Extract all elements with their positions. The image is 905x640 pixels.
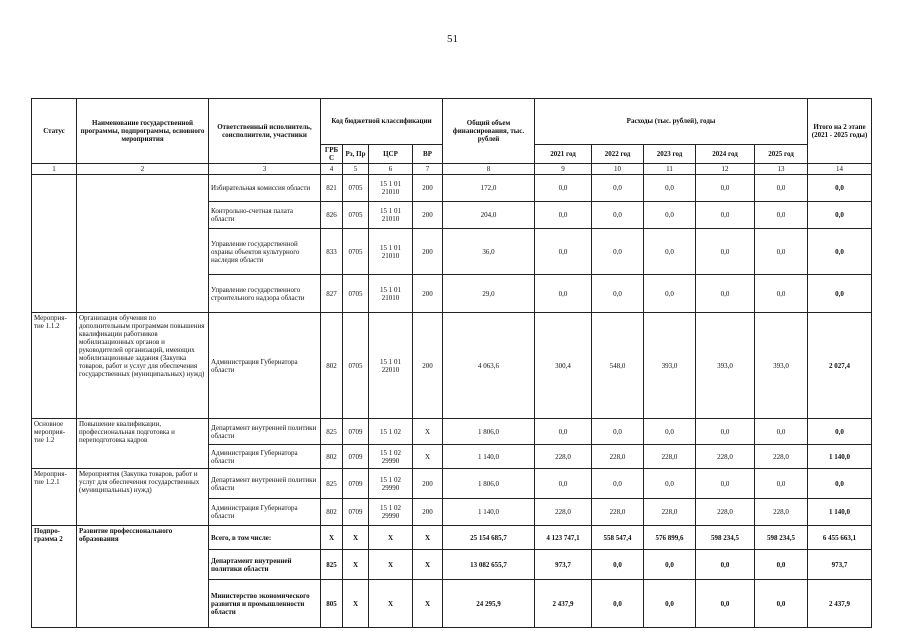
year-2021-cell: 0,0 — [535, 229, 592, 275]
csr-cell: Х — [369, 580, 413, 628]
grbs-cell: 805 — [321, 580, 343, 628]
year-2025-cell: 228,0 — [755, 499, 808, 526]
table-row — [32, 526, 872, 550]
column-number: 6 — [369, 164, 413, 175]
total-cell: 4 063,6 — [443, 313, 535, 419]
csr-cell: 15 1 02 29990 — [369, 469, 413, 499]
year-2025-cell: 0,0 — [755, 229, 808, 275]
year-2025-cell: 0,0 — [755, 580, 808, 628]
itogo-cell: 973,7 — [808, 550, 872, 580]
year-2023-cell: 0,0 — [644, 550, 696, 580]
year-2024-cell: 0,0 — [696, 275, 755, 313]
vr-cell: Х — [413, 550, 443, 580]
year-2021-cell: 228,0 — [535, 445, 592, 469]
year-2023-cell: 0,0 — [644, 580, 696, 628]
year-2025-cell: 0,0 — [755, 550, 808, 580]
column-number: 9 — [535, 164, 592, 175]
year-2024-cell: 228,0 — [696, 445, 755, 469]
itogo-cell: 2 437,9 — [808, 580, 872, 628]
year-2024-cell: 0,0 — [696, 550, 755, 580]
table-row — [32, 419, 872, 445]
year-2022-cell: 228,0 — [592, 445, 644, 469]
table-row — [32, 313, 872, 419]
year-2022-cell: 0,0 — [592, 202, 644, 229]
vr-cell: Х — [413, 526, 443, 550]
csr-cell: 15 1 01 22010 — [369, 313, 413, 419]
vr-cell: 200 — [413, 469, 443, 499]
year-2022-cell: 0,0 — [592, 275, 644, 313]
header-2025: 2025 год — [755, 145, 808, 164]
csr-cell: Х — [369, 550, 413, 580]
header-budget-code: Код бюджетной классификации — [321, 99, 443, 145]
column-number: 11 — [644, 164, 696, 175]
status-cell: Основное мероприя-тие 1.2 — [32, 419, 77, 469]
grbs-cell: 825 — [321, 550, 343, 580]
grbs-cell: 802 — [321, 445, 343, 469]
year-2024-cell: 0,0 — [696, 229, 755, 275]
itogo-cell: 1 140,0 — [808, 445, 872, 469]
csr-cell: 15 1 01 21010 — [369, 275, 413, 313]
year-2021-cell: 228,0 — [535, 499, 592, 526]
year-2025-cell: 0,0 — [755, 175, 808, 202]
header-program: Наименование государственной программы, подпрограммы, основного мероприятия — [77, 99, 209, 164]
column-number: 2 — [77, 164, 209, 175]
total-cell: 13 082 655,7 — [443, 550, 535, 580]
year-2021-cell: 0,0 — [535, 469, 592, 499]
year-2021-cell: 0,0 — [535, 275, 592, 313]
csr-cell: 15 1 01 21010 — [369, 175, 413, 202]
total-cell: 24 295,9 — [443, 580, 535, 628]
rzpr-cell: 0705 — [343, 175, 369, 202]
year-2025-cell: 0,0 — [755, 419, 808, 445]
executor-cell: Администрация Губернатора области — [209, 499, 321, 526]
year-2024-cell: 0,0 — [696, 419, 755, 445]
year-2022-cell: 0,0 — [592, 175, 644, 202]
year-2025-cell: 598 234,5 — [755, 526, 808, 550]
total-cell: 204,0 — [443, 202, 535, 229]
executor-cell: Администрация Губернатора области — [209, 445, 321, 469]
grbs-cell: 802 — [321, 499, 343, 526]
csr-cell: 15 1 01 21010 — [369, 229, 413, 275]
year-2023-cell: 576 899,6 — [644, 526, 696, 550]
rzpr-cell: Х — [343, 550, 369, 580]
year-2025-cell: 0,0 — [755, 469, 808, 499]
grbs-cell: Х — [321, 526, 343, 550]
column-number: 3 — [209, 164, 321, 175]
header-csr: ЦСР — [369, 145, 413, 164]
csr-cell: 15 1 02 29990 — [369, 445, 413, 469]
year-2023-cell: 0,0 — [644, 175, 696, 202]
vr-cell: 200 — [413, 229, 443, 275]
grbs-cell: 827 — [321, 275, 343, 313]
year-2022-cell: 0,0 — [592, 229, 644, 275]
year-2025-cell: 228,0 — [755, 445, 808, 469]
rzpr-cell: 0705 — [343, 202, 369, 229]
executor-cell: Администрация Губернатора области — [209, 313, 321, 419]
page-number: 51 — [447, 33, 458, 45]
program-cell: Мероприятия (Закупка товаров, работ и услуг для обеспечения государственных (муниципальных) нужд) — [77, 469, 209, 526]
year-2023-cell: 393,0 — [644, 313, 696, 419]
year-2025-cell: 393,0 — [755, 313, 808, 419]
header-2023: 2023 год — [644, 145, 696, 164]
year-2023-cell: 0,0 — [644, 275, 696, 313]
column-number: 10 — [592, 164, 644, 175]
year-2024-cell: 0,0 — [696, 469, 755, 499]
total-cell: 1 806,0 — [443, 419, 535, 445]
year-2022-cell: 548,0 — [592, 313, 644, 419]
itogo-cell: 0,0 — [808, 229, 872, 275]
executor-cell: Контрольно-счетная палата области — [209, 202, 321, 229]
rzpr-cell: 0705 — [343, 313, 369, 419]
year-2021-cell: 0,0 — [535, 202, 592, 229]
rzpr-cell: 0709 — [343, 419, 369, 445]
column-number: 14 — [808, 164, 872, 175]
grbs-cell: 825 — [321, 419, 343, 445]
itogo-cell: 0,0 — [808, 175, 872, 202]
header-expenses: Расходы (тыс. рублей), годы — [535, 99, 808, 145]
budget-table — [31, 98, 872, 628]
vr-cell: 200 — [413, 275, 443, 313]
rzpr-cell: 0705 — [343, 275, 369, 313]
header-2021: 2021 год — [535, 145, 592, 164]
vr-cell: Х — [413, 580, 443, 628]
itogo-cell: 0,0 — [808, 202, 872, 229]
year-2024-cell: 598 234,5 — [696, 526, 755, 550]
header-vr: ВР — [413, 145, 443, 164]
header-2024: 2024 год — [696, 145, 755, 164]
year-2021-cell: 4 123 747,1 — [535, 526, 592, 550]
total-cell: 36,0 — [443, 229, 535, 275]
status-cell — [32, 175, 77, 313]
total-cell: 29,0 — [443, 275, 535, 313]
itogo-cell: 0,0 — [808, 419, 872, 445]
vr-cell: 200 — [413, 499, 443, 526]
executor-cell: Избирательная комиссия области — [209, 175, 321, 202]
status-cell: Мероприя-тие 1.1.2 — [32, 313, 77, 419]
year-2024-cell: 228,0 — [696, 499, 755, 526]
column-number: 4 — [321, 164, 343, 175]
total-cell: 25 154 685,7 — [443, 526, 535, 550]
grbs-cell: 821 — [321, 175, 343, 202]
year-2021-cell: 0,0 — [535, 175, 592, 202]
year-2023-cell: 0,0 — [644, 229, 696, 275]
year-2024-cell: 393,0 — [696, 313, 755, 419]
grbs-cell: 802 — [321, 313, 343, 419]
year-2023-cell: 0,0 — [644, 469, 696, 499]
vr-cell: 200 — [413, 175, 443, 202]
rzpr-cell: 0709 — [343, 469, 369, 499]
rzpr-cell: Х — [343, 526, 369, 550]
executor-cell: Департамент внутренней политики области — [209, 550, 321, 580]
year-2023-cell: 228,0 — [644, 499, 696, 526]
table-row — [32, 469, 872, 499]
vr-cell: 200 — [413, 313, 443, 419]
total-cell: 1 140,0 — [443, 499, 535, 526]
vr-cell: Х — [413, 445, 443, 469]
executor-cell: Управление государственного строительного надзора области — [209, 275, 321, 313]
csr-cell: 15 1 01 21010 — [369, 202, 413, 229]
header-2022: 2022 год — [592, 145, 644, 164]
executor-cell: Департамент внутренней политики области — [209, 419, 321, 445]
grbs-cell: 826 — [321, 202, 343, 229]
column-number: 13 — [755, 164, 808, 175]
program-cell — [77, 175, 209, 313]
year-2022-cell: 0,0 — [592, 580, 644, 628]
header-executor: Ответственный исполнитель, соисполнители, участники — [209, 99, 321, 164]
executor-cell: Министерство экономического развития и промышленности области — [209, 580, 321, 628]
grbs-cell: 825 — [321, 469, 343, 499]
year-2025-cell: 0,0 — [755, 275, 808, 313]
executor-cell: Управление государственной охраны объектов культурного наследия области — [209, 229, 321, 275]
rzpr-cell: 0705 — [343, 229, 369, 275]
year-2021-cell: 300,4 — [535, 313, 592, 419]
column-number: 7 — [413, 164, 443, 175]
header-status: Статус — [32, 99, 77, 164]
itogo-cell: 0,0 — [808, 275, 872, 313]
year-2022-cell: 0,0 — [592, 550, 644, 580]
year-2025-cell: 0,0 — [755, 202, 808, 229]
itogo-cell: 0,0 — [808, 469, 872, 499]
csr-cell: 15 1 02 — [369, 419, 413, 445]
csr-cell: Х — [369, 526, 413, 550]
year-2022-cell: 558 547,4 — [592, 526, 644, 550]
program-cell: Развитие профессионального образования — [77, 526, 209, 628]
year-2024-cell: 0,0 — [696, 175, 755, 202]
table-row — [32, 175, 872, 202]
year-2023-cell: 0,0 — [644, 202, 696, 229]
column-number: 5 — [343, 164, 369, 175]
itogo-cell: 6 455 663,1 — [808, 526, 872, 550]
total-cell: 1 806,0 — [443, 469, 535, 499]
header-total: Общий объем финансирования, тыс. рублей — [443, 99, 535, 164]
year-2021-cell: 2 437,9 — [535, 580, 592, 628]
header-rzpr: Рз, Пр — [343, 145, 369, 164]
year-2023-cell: 0,0 — [644, 419, 696, 445]
total-cell: 1 140,0 — [443, 445, 535, 469]
program-cell: Повышение квалификации, профессиональная подготовка и переподготовка кадров — [77, 419, 209, 469]
column-number: 8 — [443, 164, 535, 175]
year-2022-cell: 0,0 — [592, 419, 644, 445]
year-2023-cell: 228,0 — [644, 445, 696, 469]
executor-cell: Всего, в том числе: — [209, 526, 321, 550]
status-cell: Подпро-грамма 2 — [32, 526, 77, 628]
csr-cell: 15 1 02 29990 — [369, 499, 413, 526]
year-2024-cell: 0,0 — [696, 580, 755, 628]
vr-cell: Х — [413, 419, 443, 445]
itogo-cell: 1 140,0 — [808, 499, 872, 526]
vr-cell: 200 — [413, 202, 443, 229]
grbs-cell: 833 — [321, 229, 343, 275]
itogo-cell: 2 027,4 — [808, 313, 872, 419]
header-itogo: Итого на 2 этапе (2021 - 2025 годы) — [808, 99, 872, 164]
rzpr-cell: 0709 — [343, 499, 369, 526]
header-grbs: ГРБС — [321, 145, 343, 164]
executor-cell: Департамент внутренней политики области — [209, 469, 321, 499]
rzpr-cell: 0709 — [343, 445, 369, 469]
column-number: 12 — [696, 164, 755, 175]
year-2022-cell: 228,0 — [592, 499, 644, 526]
total-cell: 172,0 — [443, 175, 535, 202]
column-number: 1 — [32, 164, 77, 175]
rzpr-cell: Х — [343, 580, 369, 628]
year-2022-cell: 0,0 — [592, 469, 644, 499]
status-cell: Мероприя-тие 1.2.1 — [32, 469, 77, 526]
year-2021-cell: 973,7 — [535, 550, 592, 580]
year-2024-cell: 0,0 — [696, 202, 755, 229]
year-2021-cell: 0,0 — [535, 419, 592, 445]
program-cell: Организация обучения по дополнительным программам повышения квалификации работников мобилизационных органов и руководителей организаций, имеющих мобилизационные задания (Закупка товаров, работ и услуг для обеспечения государственных (муниципальных) нужд) — [77, 313, 209, 419]
